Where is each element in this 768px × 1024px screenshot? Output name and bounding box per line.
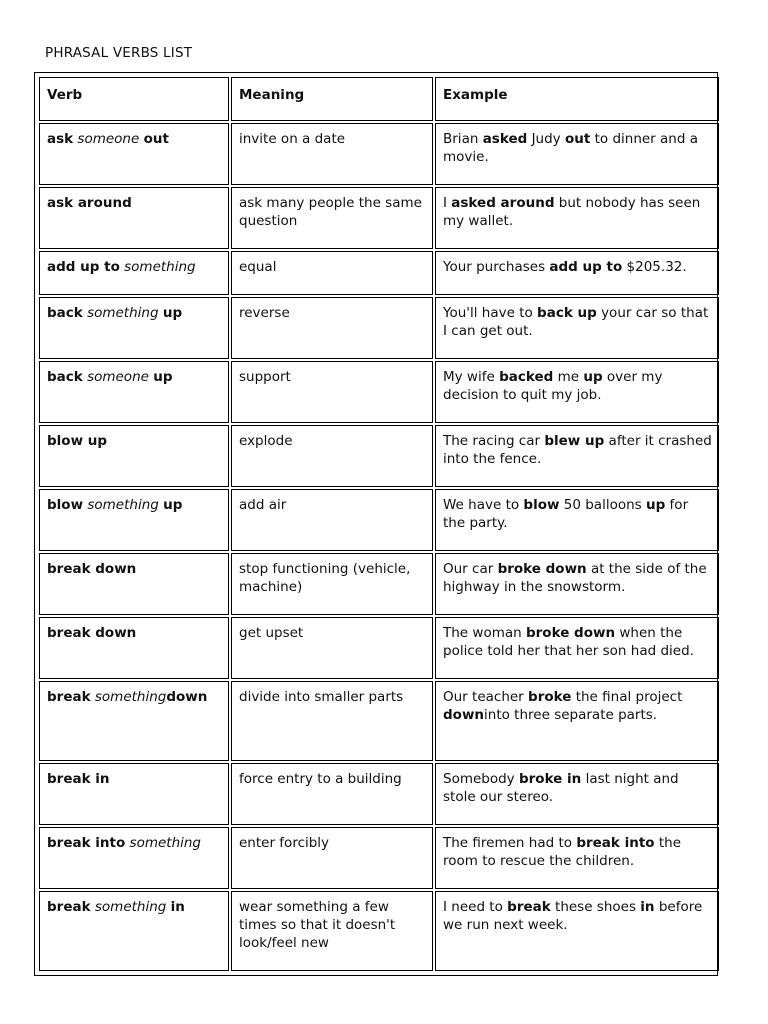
example-text-segment: We have to xyxy=(443,497,524,513)
verb-text-segment: something xyxy=(124,259,196,275)
table-row xyxy=(39,489,719,551)
verb-cell xyxy=(39,827,229,889)
verb-text-segment: break xyxy=(47,899,91,915)
verb-cell xyxy=(39,489,229,551)
example-text-segment: out xyxy=(564,131,591,147)
meaning-cell: enter forcibly xyxy=(231,827,433,889)
example-text-segment: The firemen had to xyxy=(443,835,577,851)
verb-text-segment: break into xyxy=(47,835,126,851)
example-text-segment: before we run next week. xyxy=(443,899,703,933)
example-text-segment: to dinner and a movie. xyxy=(443,131,698,165)
verb-text-segment: something xyxy=(87,305,159,321)
example-text-segment: 50 balloons xyxy=(559,497,646,513)
example-text-segment: up xyxy=(583,369,603,385)
page-title: PHRASAL VERBS LIST xyxy=(45,45,193,61)
example-text-segment: You'll have to xyxy=(443,305,538,321)
meaning-cell: divide into smaller parts xyxy=(231,681,433,761)
example-cell xyxy=(435,891,719,971)
example-text-segment: for the party. xyxy=(443,497,689,531)
example-text-segment: Our teacher xyxy=(443,689,529,705)
example-text-segment: Brian xyxy=(443,131,483,147)
example-cell xyxy=(435,251,719,295)
verb-text-segment: up xyxy=(162,305,183,321)
example-text-segment: me xyxy=(553,369,584,385)
example-text-segment: Your purchases xyxy=(443,259,550,275)
verb-text-segment: back xyxy=(47,369,83,385)
example-text-segment: at the side of the highway in the snowstorm. xyxy=(443,561,707,595)
verb-cell xyxy=(39,763,229,825)
header-example: Example xyxy=(435,77,719,121)
header-verb: Verb xyxy=(39,77,229,121)
table-row xyxy=(39,827,719,889)
verb-text-segment: break in xyxy=(47,771,110,787)
verb-cell xyxy=(39,891,229,971)
verb-text-segment: break down xyxy=(47,561,137,577)
example-text-segment: back up xyxy=(537,305,597,321)
verb-text-segment: out xyxy=(143,131,169,147)
meaning-cell: wear something a few times so that it doesn't look/feel new xyxy=(231,891,433,971)
verb-text-segment: up xyxy=(153,369,173,385)
verb-text-segment: in xyxy=(170,899,185,915)
verb-text-segment: something xyxy=(94,899,167,915)
example-text-segment: broke in xyxy=(518,771,582,787)
table-row xyxy=(39,187,719,249)
example-text-segment: Our car xyxy=(443,561,498,577)
example-text-segment: I xyxy=(443,195,452,211)
example-cell xyxy=(435,617,719,679)
table-row xyxy=(39,763,719,825)
example-text-segment: the room to rescue the children. xyxy=(443,835,681,869)
example-cell xyxy=(435,553,719,615)
example-cell xyxy=(435,489,719,551)
example-text-segment: The woman xyxy=(443,625,526,641)
example-text-segment: My wife xyxy=(443,369,500,385)
example-text-segment: add up to xyxy=(549,259,623,275)
example-text-segment: over my decision to quit my job. xyxy=(443,369,663,403)
verb-text-segment: someone xyxy=(77,131,140,147)
example-cell xyxy=(435,681,719,761)
verb-cell xyxy=(39,297,229,359)
verb-cell xyxy=(39,553,229,615)
example-text-segment: $205.32. xyxy=(622,259,687,275)
example-text-segment: blow xyxy=(523,497,560,513)
phrasal-verbs-table xyxy=(37,75,721,973)
verb-text-segment: add up to xyxy=(47,259,120,275)
verb-cell xyxy=(39,681,229,761)
example-cell xyxy=(435,827,719,889)
meaning-cell: support xyxy=(231,361,433,423)
table-row xyxy=(39,681,719,761)
table-row xyxy=(39,891,719,971)
example-cell xyxy=(435,297,719,359)
header-meaning: Meaning xyxy=(231,77,433,121)
meaning-cell: get upset xyxy=(231,617,433,679)
verb-text-segment: someone xyxy=(87,369,149,385)
example-text-segment: I need to xyxy=(443,899,508,915)
verb-text-segment: blow xyxy=(47,497,84,513)
verb-cell xyxy=(39,425,229,487)
example-text-segment: these shoes xyxy=(550,899,641,915)
verb-text-segment: ask xyxy=(47,131,74,147)
table-row xyxy=(39,123,719,185)
table-header-row xyxy=(39,77,719,121)
example-text-segment: backed xyxy=(499,369,554,385)
example-text-segment: broke down xyxy=(525,625,616,641)
example-cell xyxy=(435,763,719,825)
example-text-segment: Somebody xyxy=(443,771,519,787)
verb-text-segment: something xyxy=(129,835,202,851)
example-cell xyxy=(435,361,719,423)
example-text-segment: broke down xyxy=(497,561,587,577)
table-body xyxy=(39,123,719,971)
example-text-segment: break into xyxy=(576,835,655,851)
example-text-segment: in xyxy=(640,899,655,915)
table-row xyxy=(39,361,719,423)
meaning-cell: equal xyxy=(231,251,433,295)
example-text-segment: asked xyxy=(482,131,528,147)
example-text-segment: but nobody has seen my wallet. xyxy=(443,195,701,229)
example-cell xyxy=(435,425,719,487)
verb-text-segment: blow up xyxy=(47,433,108,449)
example-text-segment: after it crashed into the fence. xyxy=(443,433,712,467)
meaning-cell: explode xyxy=(231,425,433,487)
example-text-segment: Judy xyxy=(527,131,565,147)
example-text-segment: into three separate parts. xyxy=(484,707,658,723)
meaning-cell: ask many people the same question xyxy=(231,187,433,249)
verb-text-segment: ask around xyxy=(47,195,132,211)
verb-cell xyxy=(39,187,229,249)
meaning-cell: stop functioning (vehicle, machine) xyxy=(231,553,433,615)
verb-text-segment: up xyxy=(163,497,183,513)
verb-cell xyxy=(39,251,229,295)
verb-cell xyxy=(39,361,229,423)
phrasal-verbs-table-frame xyxy=(34,72,718,976)
example-cell xyxy=(435,123,719,185)
verb-text-segment: break xyxy=(47,689,91,705)
table-row xyxy=(39,251,719,295)
verb-cell xyxy=(39,617,229,679)
table-row xyxy=(39,553,719,615)
verb-cell xyxy=(39,123,229,185)
example-text-segment: when the police told her that her son had died. xyxy=(443,625,694,659)
example-text-segment: down xyxy=(443,707,485,723)
meaning-cell: add air xyxy=(231,489,433,551)
example-text-segment: broke xyxy=(528,689,572,705)
example-text-segment: asked around xyxy=(451,195,555,211)
example-text-segment: blew up xyxy=(544,433,605,449)
verb-text-segment: something xyxy=(94,689,167,705)
verb-text-segment: back xyxy=(47,305,83,321)
table-row xyxy=(39,617,719,679)
meaning-cell: invite on a date xyxy=(231,123,433,185)
verb-text-segment: down xyxy=(166,689,208,705)
table-row xyxy=(39,297,719,359)
example-text-segment: up xyxy=(645,497,666,513)
example-text-segment: the final project xyxy=(571,689,683,705)
table-row xyxy=(39,425,719,487)
meaning-cell: force entry to a building xyxy=(231,763,433,825)
example-text-segment: your car so that I can get out. xyxy=(443,305,709,339)
example-cell xyxy=(435,187,719,249)
example-text-segment: break xyxy=(507,899,551,915)
example-text-segment: last night and stole our stereo. xyxy=(443,771,679,805)
verb-text-segment: something xyxy=(87,497,159,513)
verb-text-segment: break down xyxy=(47,625,137,641)
meaning-cell: reverse xyxy=(231,297,433,359)
example-text-segment: The racing car xyxy=(443,433,545,449)
